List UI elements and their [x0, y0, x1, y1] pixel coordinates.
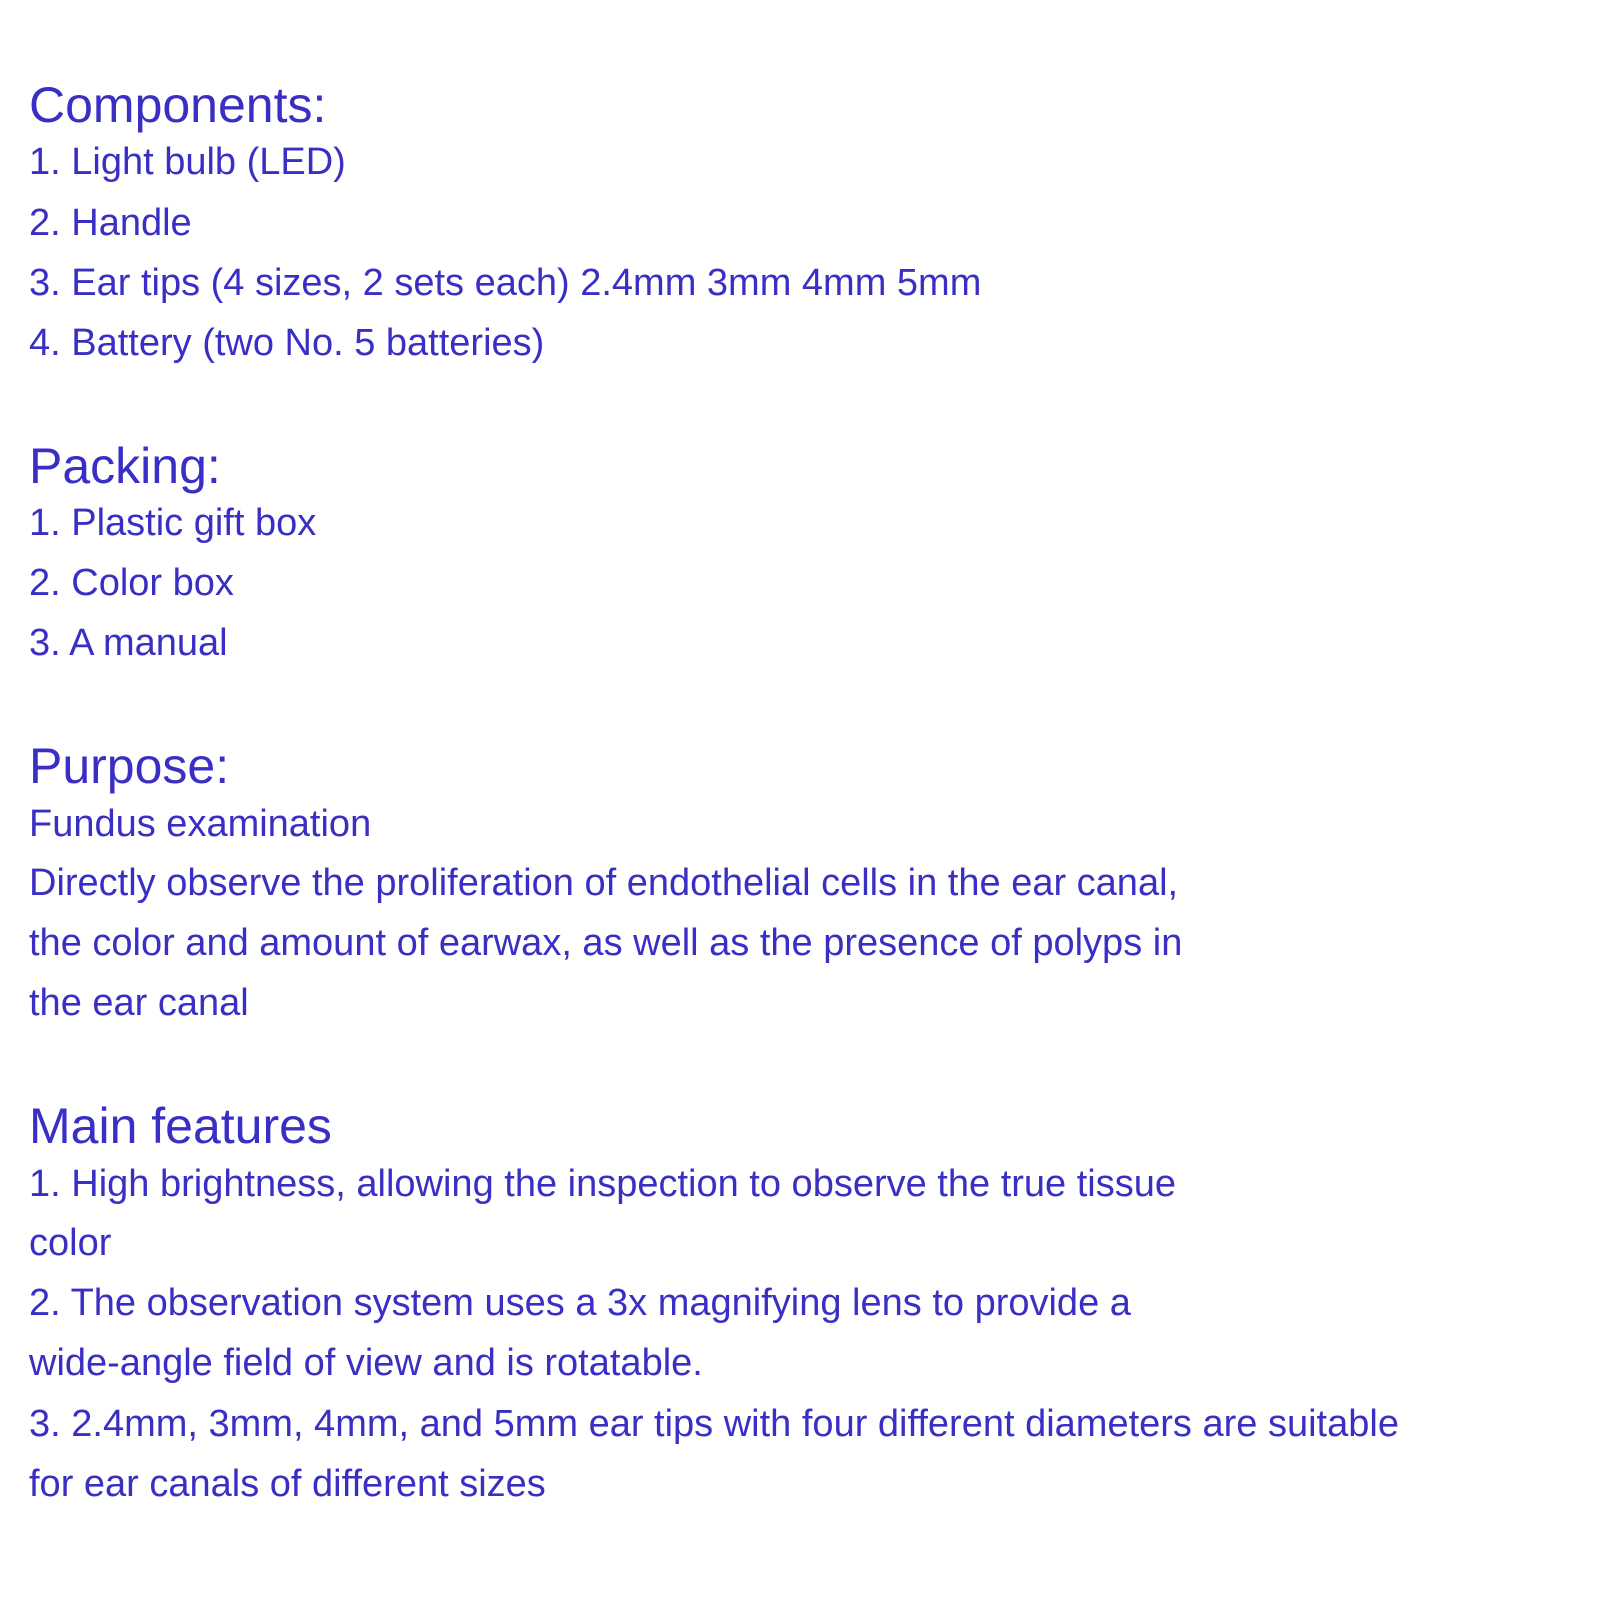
purpose-line: the ear canal: [29, 982, 249, 1024]
components-heading: Components:: [29, 77, 327, 133]
purpose-line: the color and amount of earwax, as well as the presence of polyps in: [29, 922, 1183, 964]
packing-heading: Packing:: [29, 438, 221, 494]
main-features-line: color: [29, 1222, 112, 1264]
main-features-line: 3. 2.4mm, 3mm, 4mm, and 5mm ear tips with four different diameters are suitable: [29, 1403, 1399, 1445]
components-item: 2. Handle: [29, 202, 192, 244]
packing-item: 1. Plastic gift box: [29, 502, 317, 544]
main-features-heading: Main features: [29, 1098, 332, 1154]
purpose-line: Fundus examination: [29, 803, 372, 845]
components-item: 4. Battery (two No. 5 batteries): [29, 322, 545, 364]
purpose-heading: Purpose:: [29, 738, 230, 794]
main-features-line: wide-angle field of view and is rotatable.: [29, 1342, 703, 1384]
packing-item: 2. Color box: [29, 562, 234, 604]
components-item: 1. Light bulb (LED): [29, 141, 346, 183]
main-features-line: 2. The observation system uses a 3x magnifying lens to provide a: [29, 1282, 1131, 1324]
main-features-line: 1. High brightness, allowing the inspection to observe the true tissue: [29, 1163, 1176, 1205]
components-item: 3. Ear tips (4 sizes, 2 sets each) 2.4mm 3mm 4mm 5mm: [29, 262, 982, 304]
purpose-line: Directly observe the proliferation of endothelial cells in the ear canal,: [29, 862, 1179, 904]
packing-item: 3. A manual: [29, 622, 228, 664]
main-features-line: for ear canals of different sizes: [29, 1463, 546, 1505]
